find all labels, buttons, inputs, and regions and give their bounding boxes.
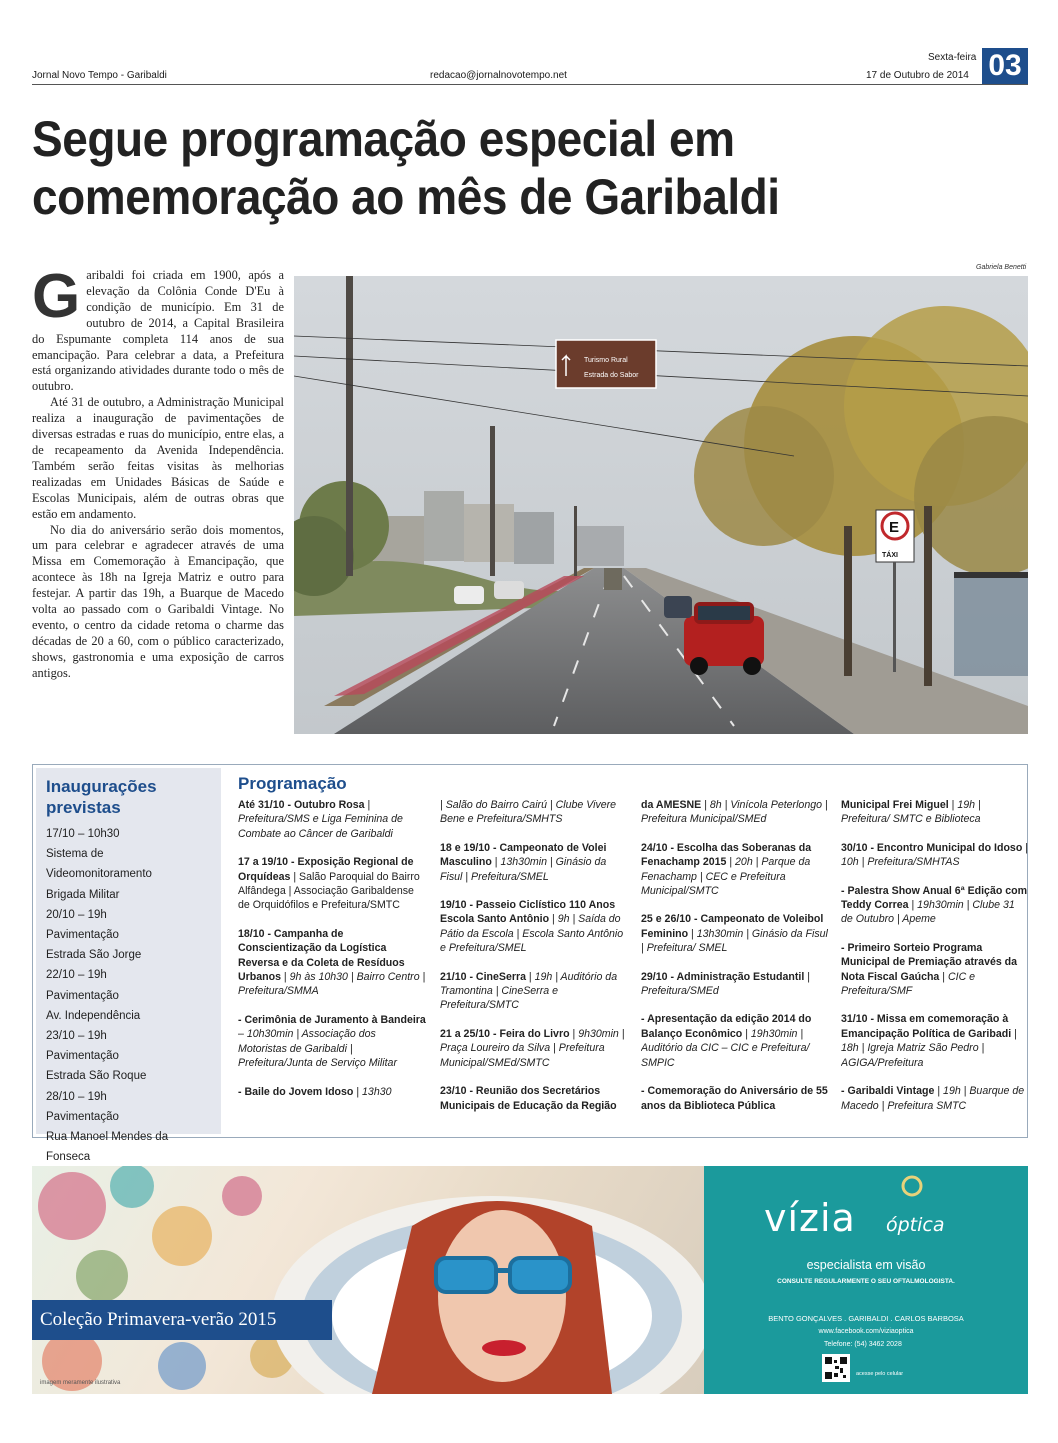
programacao-event [238, 1013, 426, 1071]
inauguracoes-title-line-2: previstas [46, 798, 121, 817]
programacao-event [641, 841, 829, 899]
event-details: 19h | Buarque de Macedo | Prefeitura SMTC [841, 1085, 1025, 1112]
event-title: 17 a 19/10 - Exposição Regional de Orquídeas [238, 856, 414, 883]
programacao-event [440, 841, 628, 884]
inauguracao-date: 22/10 – 19h [46, 969, 107, 982]
programacao-column-4 [841, 798, 1029, 1136]
programacao-event [641, 1012, 829, 1070]
event-separator: | [701, 799, 710, 811]
event-separator: | [804, 970, 810, 983]
inauguracao-line: Estrada São Jorge [46, 949, 142, 962]
event-separator: | [549, 913, 558, 926]
event-separator: | [939, 970, 948, 983]
event-details: Prefeitura/SMS e Liga Feminina de Combate ao Câncer de Garibaldi [238, 813, 403, 840]
event-details: 10h30min | Associação dos Motoristas de Garibaldi | Prefeitura/Junta de Serviço Militar [238, 1028, 397, 1070]
inauguracoes-list [46, 824, 211, 1167]
header-date: 17 de Outubro de 2014 [866, 70, 969, 81]
headline-line-1: Segue programação especial em [32, 111, 735, 167]
newspaper-name: Jornal Novo Tempo - Garibaldi [32, 70, 167, 81]
event-separator: | [934, 1085, 944, 1098]
event-title: 24/10 - Escolha das Soberanas da Fenachamp 2015 [641, 841, 812, 869]
sign-e: E [889, 519, 900, 536]
event-title: - Palestra Show Anual 6ª Edição com Teddy Correa [841, 884, 1028, 912]
inauguracao-line: Estrada São Roque [46, 1070, 147, 1083]
street-photo [294, 276, 1028, 734]
sign-line-1: Turismo Rural [584, 357, 628, 364]
event-details: 13h30min | Ginásio da Fisul | Prefeitura/ SMEL [641, 927, 828, 955]
qr-note: acesse pelo celular [856, 1371, 904, 1377]
event-separator: | Salão Paroquial do Bairro Alfândega | Associação Garibaldense de Orquidófilos e Prefeitura/SMTC [238, 870, 420, 912]
programacao-column-1 [238, 798, 426, 1136]
event-title: Até 31/10 - Outubro Rosa [238, 799, 365, 811]
event-title: Municipal Frei Miguel [841, 799, 949, 811]
event-separator: | [353, 1085, 363, 1098]
inauguracao-line: Av. Independência [46, 1009, 141, 1022]
programacao-event [841, 798, 1029, 827]
article-body [32, 262, 284, 682]
event-title: 19/10 - Passeio Ciclístico 110 Anos Escola Santo Antônio [440, 899, 616, 926]
vizia-logo: vízia [764, 1196, 856, 1240]
event-details: 9h30min | Praça Loureiro da Silva | Prefeitura Municipal/SMEd/SMTC [440, 1027, 625, 1069]
programacao-event [440, 1027, 628, 1070]
programacao-event [841, 884, 1029, 927]
event-title: 31/10 - Missa em comemoração à Emancipação Política de Garibadi [841, 1013, 1012, 1040]
inauguracao-line: Pavimentação [46, 929, 119, 942]
header-divider [32, 84, 1028, 85]
programacao-event [440, 970, 628, 1013]
event-separator: | [569, 1027, 579, 1040]
vizia-brand-panel [704, 1166, 1028, 1394]
ad-illustration [32, 1166, 704, 1394]
event-title: 25 e 26/10 - Campeonato de Voleibol Feminino [641, 913, 824, 940]
programacao-event [641, 1084, 829, 1113]
inauguracao-line: Sistema de [46, 848, 104, 861]
vizia-tagline: especialista em visão [806, 1258, 926, 1272]
vizia-cities: BENTO GONÇALVES . GARIBALDI . CARLOS BARBOSA [768, 1314, 964, 1323]
event-title: - Cerimônia de Juramento à Bandeira [238, 1013, 426, 1026]
inauguracao-date: 17/10 – 10h30 [46, 828, 120, 840]
programacao-event [238, 1085, 426, 1099]
sign-taxi: TÁXI [882, 552, 898, 559]
event-details: 10h | Prefeitura/SMHTAS [841, 856, 960, 869]
event-details: 13h30min | Ginásio da Fisul | Prefeitura/SMEL [440, 856, 607, 883]
event-title: 18/10 - Campanha de Conscientização da Logística Reversa e da Coleta de Resíduos Urbanos [238, 927, 405, 984]
event-title: - Comemoração do Aniversário de 55 anos da Biblioteca Pública [641, 1085, 828, 1112]
inauguracoes-panel [36, 768, 221, 1164]
headline-line-2: comemoração ao mês de Garibaldi [32, 169, 780, 225]
inauguracao-line: Pavimentação [46, 989, 119, 1002]
street-photo-illustration [294, 276, 1028, 734]
inauguracao-line: Brigada Militar [46, 888, 120, 901]
article-paragraph-1-text: aribaldi foi criada em 1900, após a elevação da Colônia Conde D'Eu à condição de município. Em 31 de outubro de 2014, a Capital Brasileira do Espumante completa 114 anos de sua emancipação. Para celebrar a data, a Prefeitura está organizando atividades durante todo o mês de outubro. [32, 268, 284, 394]
inauguracao-line: Pavimentação [46, 1110, 119, 1123]
event-separator: | [908, 899, 918, 912]
event-details: 13h30 [362, 1085, 392, 1098]
event-separator: | [491, 856, 501, 869]
event-separator: | [742, 1027, 751, 1040]
programacao-event [841, 941, 1029, 999]
inauguracao-date: 28/10 – 19h [46, 1090, 107, 1103]
programacao-event [440, 798, 628, 827]
programacao-event [641, 912, 829, 955]
programacao-event [641, 798, 829, 827]
programacao-event [841, 841, 1029, 870]
event-title: - Baile do Jovem Idoso [238, 1085, 354, 1098]
qr-code-icon [822, 1354, 850, 1382]
event-title: da AMESNE [641, 799, 702, 811]
programacao-column-3 [641, 798, 829, 1136]
dropcap: G [32, 262, 81, 331]
event-title: 23/10 - Reunião dos Secretários Municipais de Educação da Região [440, 1085, 617, 1112]
inauguracao-line: Rua Manoel Mendes da Fonseca [46, 1131, 169, 1164]
ad-disclaimer: imagem meramente ilustrativa [40, 1380, 121, 1386]
event-details: 19h30min | Clube 31 de Outubro | Apeme [841, 899, 1015, 926]
ad-image-panel [32, 1166, 704, 1394]
event-title: 29/10 - Administração Estudantil [641, 970, 805, 983]
vizia-telephone: Telefone: (54) 3462 2028 [824, 1341, 902, 1348]
event-title: - Garibaldi Vintage [841, 1085, 935, 1098]
article-paragraph-3: No dia do aniversário serão dois momentos, um para celebrar e agradecer através de uma Missa em Comemoração à Emancipação, que acontece às 18h na Igreja Matriz e outro para festejar. A partir das 19h, a Buarque de Macedo volta ao passado com o Garibaldi Vintage. No evento, o centro da cidade retoma o charme das décadas de 20 a 60, com o público caracterizado, shows, gastronomia e uma exposição de carros antigos. [32, 522, 284, 680]
event-separator: | [525, 970, 535, 983]
event-details: Prefeitura/SMEd [641, 985, 719, 998]
event-details: 9h às 10h30 | Bairro Centro | Prefeitura/SMMA [238, 971, 426, 998]
event-separator: | [280, 971, 290, 984]
event-separator: | [1022, 841, 1028, 854]
event-title: - Apresentação da edição 2014 do Balanço Econômico [641, 1013, 812, 1040]
programacao-event [238, 927, 426, 999]
inauguracoes-title-line-1: Inaugurações [46, 777, 157, 796]
programacao-event [440, 1084, 628, 1113]
header-weekday: Sexta-feira [928, 52, 977, 63]
programacao-event [238, 855, 426, 913]
headline [32, 110, 860, 226]
inauguracao-date: 20/10 – 19h [46, 908, 107, 921]
event-separator: – [238, 1028, 247, 1041]
event-details: 19h | Prefeitura/ SMTC e Biblioteca [841, 799, 981, 826]
programacao-event [841, 1084, 1029, 1113]
vizia-facebook: www.facebook.com/viziaoptica [818, 1328, 914, 1335]
event-title: 21 a 25/10 - Feira do Livro [440, 1027, 570, 1040]
vizia-consult-note: CONSULTE REGULARMENTE O SEU OFTALMOLOGISTA. [777, 1278, 955, 1285]
inauguracao-line: Videomonitoramento [46, 868, 152, 881]
event-details: 8h | Vinícola Peterlongo | Prefeitura Municipal/SMEd [641, 799, 828, 826]
programacao-title: Programação [238, 774, 347, 793]
event-details: 9h | Saída do Pátio da Escola | Escola Santo Antônio e Prefeitura/SMEL [440, 913, 624, 955]
programacao-event [841, 1012, 1029, 1070]
event-details: 19h | Auditório da Tramontina | CineSerra e Prefeitura/SMTC [440, 970, 618, 1012]
vizia-advertisement [32, 1166, 1028, 1394]
vizia-logo-icon [900, 1174, 924, 1198]
event-title: 18 e 19/10 - Campeonato de Volei Masculino [440, 841, 607, 869]
event-details: | Salão do Bairro Cairú | Clube Vivere Bene e Prefeitura/SMHTS [440, 799, 617, 826]
event-details: CIC e Prefeitura/SMF [841, 970, 976, 998]
programacao-column-2 [440, 798, 628, 1136]
event-separator: | [948, 799, 958, 811]
event-separator: | [688, 927, 697, 940]
colecao-banner: Coleção Primavera-verão 2015 [32, 1300, 332, 1340]
event-separator: | [726, 856, 736, 869]
event-title: 21/10 - CineSerra [440, 970, 526, 983]
page-number: 03 [982, 48, 1028, 84]
programacao-event [238, 798, 426, 841]
event-title: - Primeiro Sorteio Programa Municipal de Premiação através da Nota Fiscal Gaúcha [841, 941, 1018, 983]
vizia-optica: óptica [886, 1214, 945, 1236]
inauguracao-date: 23/10 – 19h [46, 1030, 107, 1043]
article-paragraph-2: Até 31 de outubro, a Administração Municipal realiza a inauguração de pavimentações de diversas estradas e ruas do município, entre elas, a de recapeamento da Avenida Independência. Também serão feitas visitas às melhorias realizadas em Unidades Básicas de Saúde e Escolas Municipais, além de outras obras que estão em andamento. [32, 395, 284, 521]
header-email: redacao@jornalnovotempo.net [430, 70, 567, 81]
event-details: 20h | Parque da Fenachamp | CEC e Prefeitura Municipal/SMTC [641, 856, 811, 898]
event-separator: | [364, 799, 371, 811]
event-title: 30/10 - Encontro Municipal do Idoso [841, 841, 1023, 854]
sign-line-2: Estrada do Sabor [584, 372, 639, 379]
inauguracoes-title [46, 776, 211, 818]
inauguracao-line: Pavimentação [46, 1050, 119, 1063]
event-details: 19h30min | Auditório da CIC – CIC e Prefeitura/ SMPIC [641, 1027, 810, 1069]
event-separator: | [1011, 1027, 1017, 1040]
event-details: 18h | Igreja Matriz São Pedro | AGIGA/Prefeitura [841, 1042, 985, 1069]
programacao-event [440, 898, 628, 956]
article-paragraph-1 [32, 262, 284, 395]
programacao-event [641, 970, 829, 999]
photo-credit: Gabriela Benetti [976, 264, 1027, 271]
